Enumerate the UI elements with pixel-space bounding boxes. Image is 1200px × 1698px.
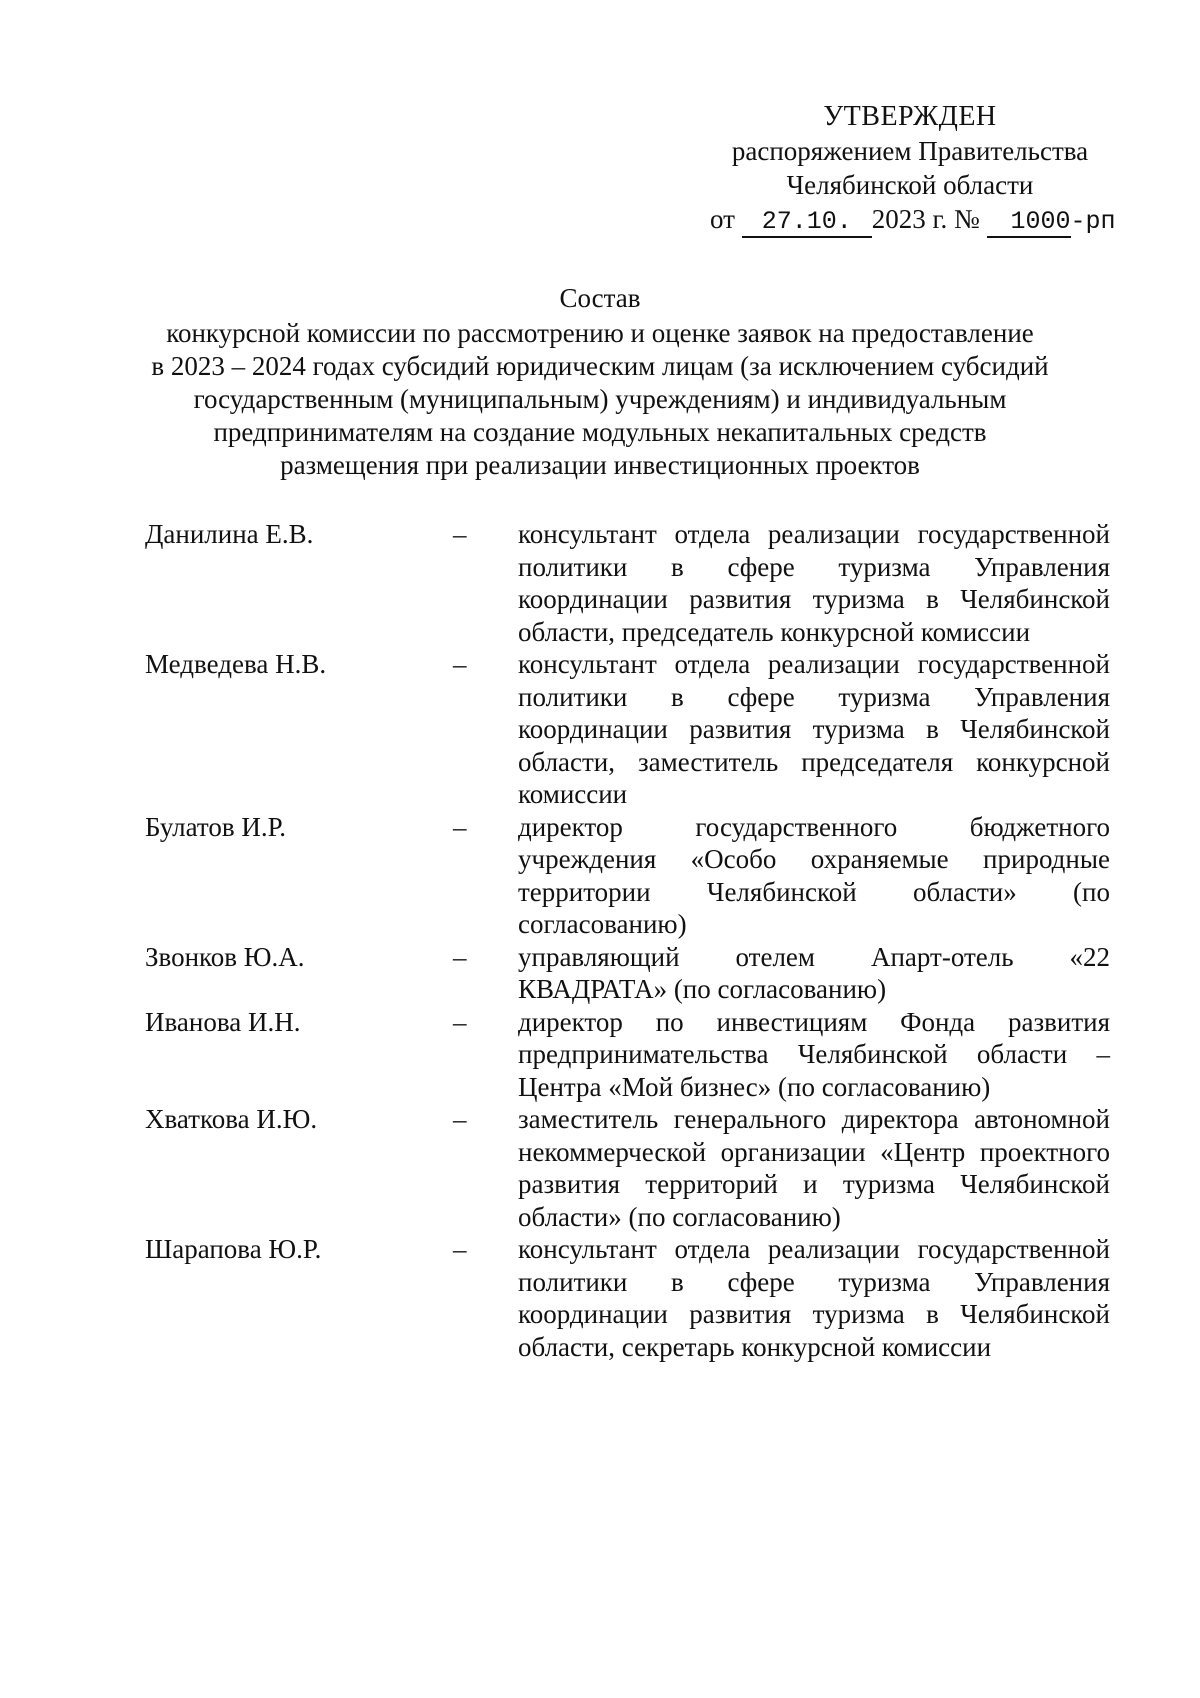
member-role: заместитель генерального директора автономной некоммерческой организации «Центр проектного развития территорий и туризма Челябинской области» (по согласованию) <box>518 1104 1110 1232</box>
approval-title: УТВЕРЖДЕН <box>823 101 997 132</box>
member-row <box>145 518 1110 648</box>
member-name: Булатов И.Р. <box>145 811 286 842</box>
subtitle-line: предпринимателям на создание модульных некапитальных средств <box>213 417 987 447</box>
member-role: консультант отдела реализации государственной политики в сфере туризма Управления координации развития туризма в Челябинской области, заместитель председателя конкурсной комиссии <box>518 649 1110 809</box>
approval-line-2: Челябинской области <box>786 170 1034 200</box>
subtitle-line: государственным (муниципальным) учреждениям) и индивидуальным <box>193 384 1007 414</box>
member-dash: – <box>453 941 467 972</box>
member-row <box>145 648 1110 811</box>
member-dash: – <box>453 1006 467 1037</box>
from-label: от <box>710 204 735 234</box>
members-list <box>145 518 1110 1363</box>
member-name: Звонков Ю.А. <box>145 941 305 972</box>
member-dash: – <box>453 519 467 549</box>
member-dash: – <box>453 811 467 842</box>
approval-number-suffix: -рп <box>1070 207 1116 236</box>
member-dash: – <box>453 649 467 679</box>
document-title-block <box>130 282 1070 482</box>
member-row <box>145 1233 1110 1363</box>
member-name: Шарапова Ю.Р. <box>145 1234 322 1264</box>
member-role: консультант отдела реализации государственной политики в сфере туризма Управления координации развития туризма в Челябинской области, председатель конкурсной комиссии <box>518 519 1110 647</box>
member-row <box>145 1103 1110 1233</box>
member-name: Медведева Н.В. <box>145 649 327 679</box>
subtitle-line: конкурсной комиссии по рассмотрению и оценке заявок на предоставление <box>166 318 1034 348</box>
approval-stamp <box>680 100 1140 239</box>
subtitle-line: в 2023 – 2024 годах субсидий юридическим лицам (за исключением субсидий <box>151 351 1049 381</box>
approval-line-1: распоряжением Правительства <box>731 136 1089 166</box>
member-name: Хваткова И.Ю. <box>145 1104 318 1134</box>
approval-date-row <box>680 202 1140 239</box>
approval-number: 1000 <box>987 208 1071 238</box>
subtitle-line: размещения при реализации инвестиционных проектов <box>280 450 920 480</box>
member-role: директор государственного бюджетного учреждения «Особо охраняемые природные территории Челябинской области» (по согласованию) <box>518 811 1110 939</box>
member-row <box>145 941 1110 1006</box>
member-row <box>145 1006 1110 1104</box>
member-dash: – <box>453 1234 467 1264</box>
approval-date: 27.10. <box>742 208 872 238</box>
document-heading: Состав <box>559 283 641 313</box>
member-name: Данилина Е.В. <box>145 519 314 549</box>
member-row <box>145 811 1110 941</box>
member-role: консультант отдела реализации государственной политики в сфере туризма Управления координации развития туризма в Челябинской области, секретарь конкурсной комиссии <box>518 1234 1110 1362</box>
member-name: Иванова И.Н. <box>145 1006 301 1037</box>
approval-year: 2023 г. № <box>871 204 980 234</box>
member-role: управляющий отелем Апарт-отель «22 КВАДРАТА» (по согласованию) <box>518 941 1110 1004</box>
member-role: директор по инвестициям Фонда развития предпринимательства Челябинской области – Центра «Мой бизнес» (по согласованию) <box>518 1006 1110 1102</box>
member-dash: – <box>453 1104 467 1134</box>
